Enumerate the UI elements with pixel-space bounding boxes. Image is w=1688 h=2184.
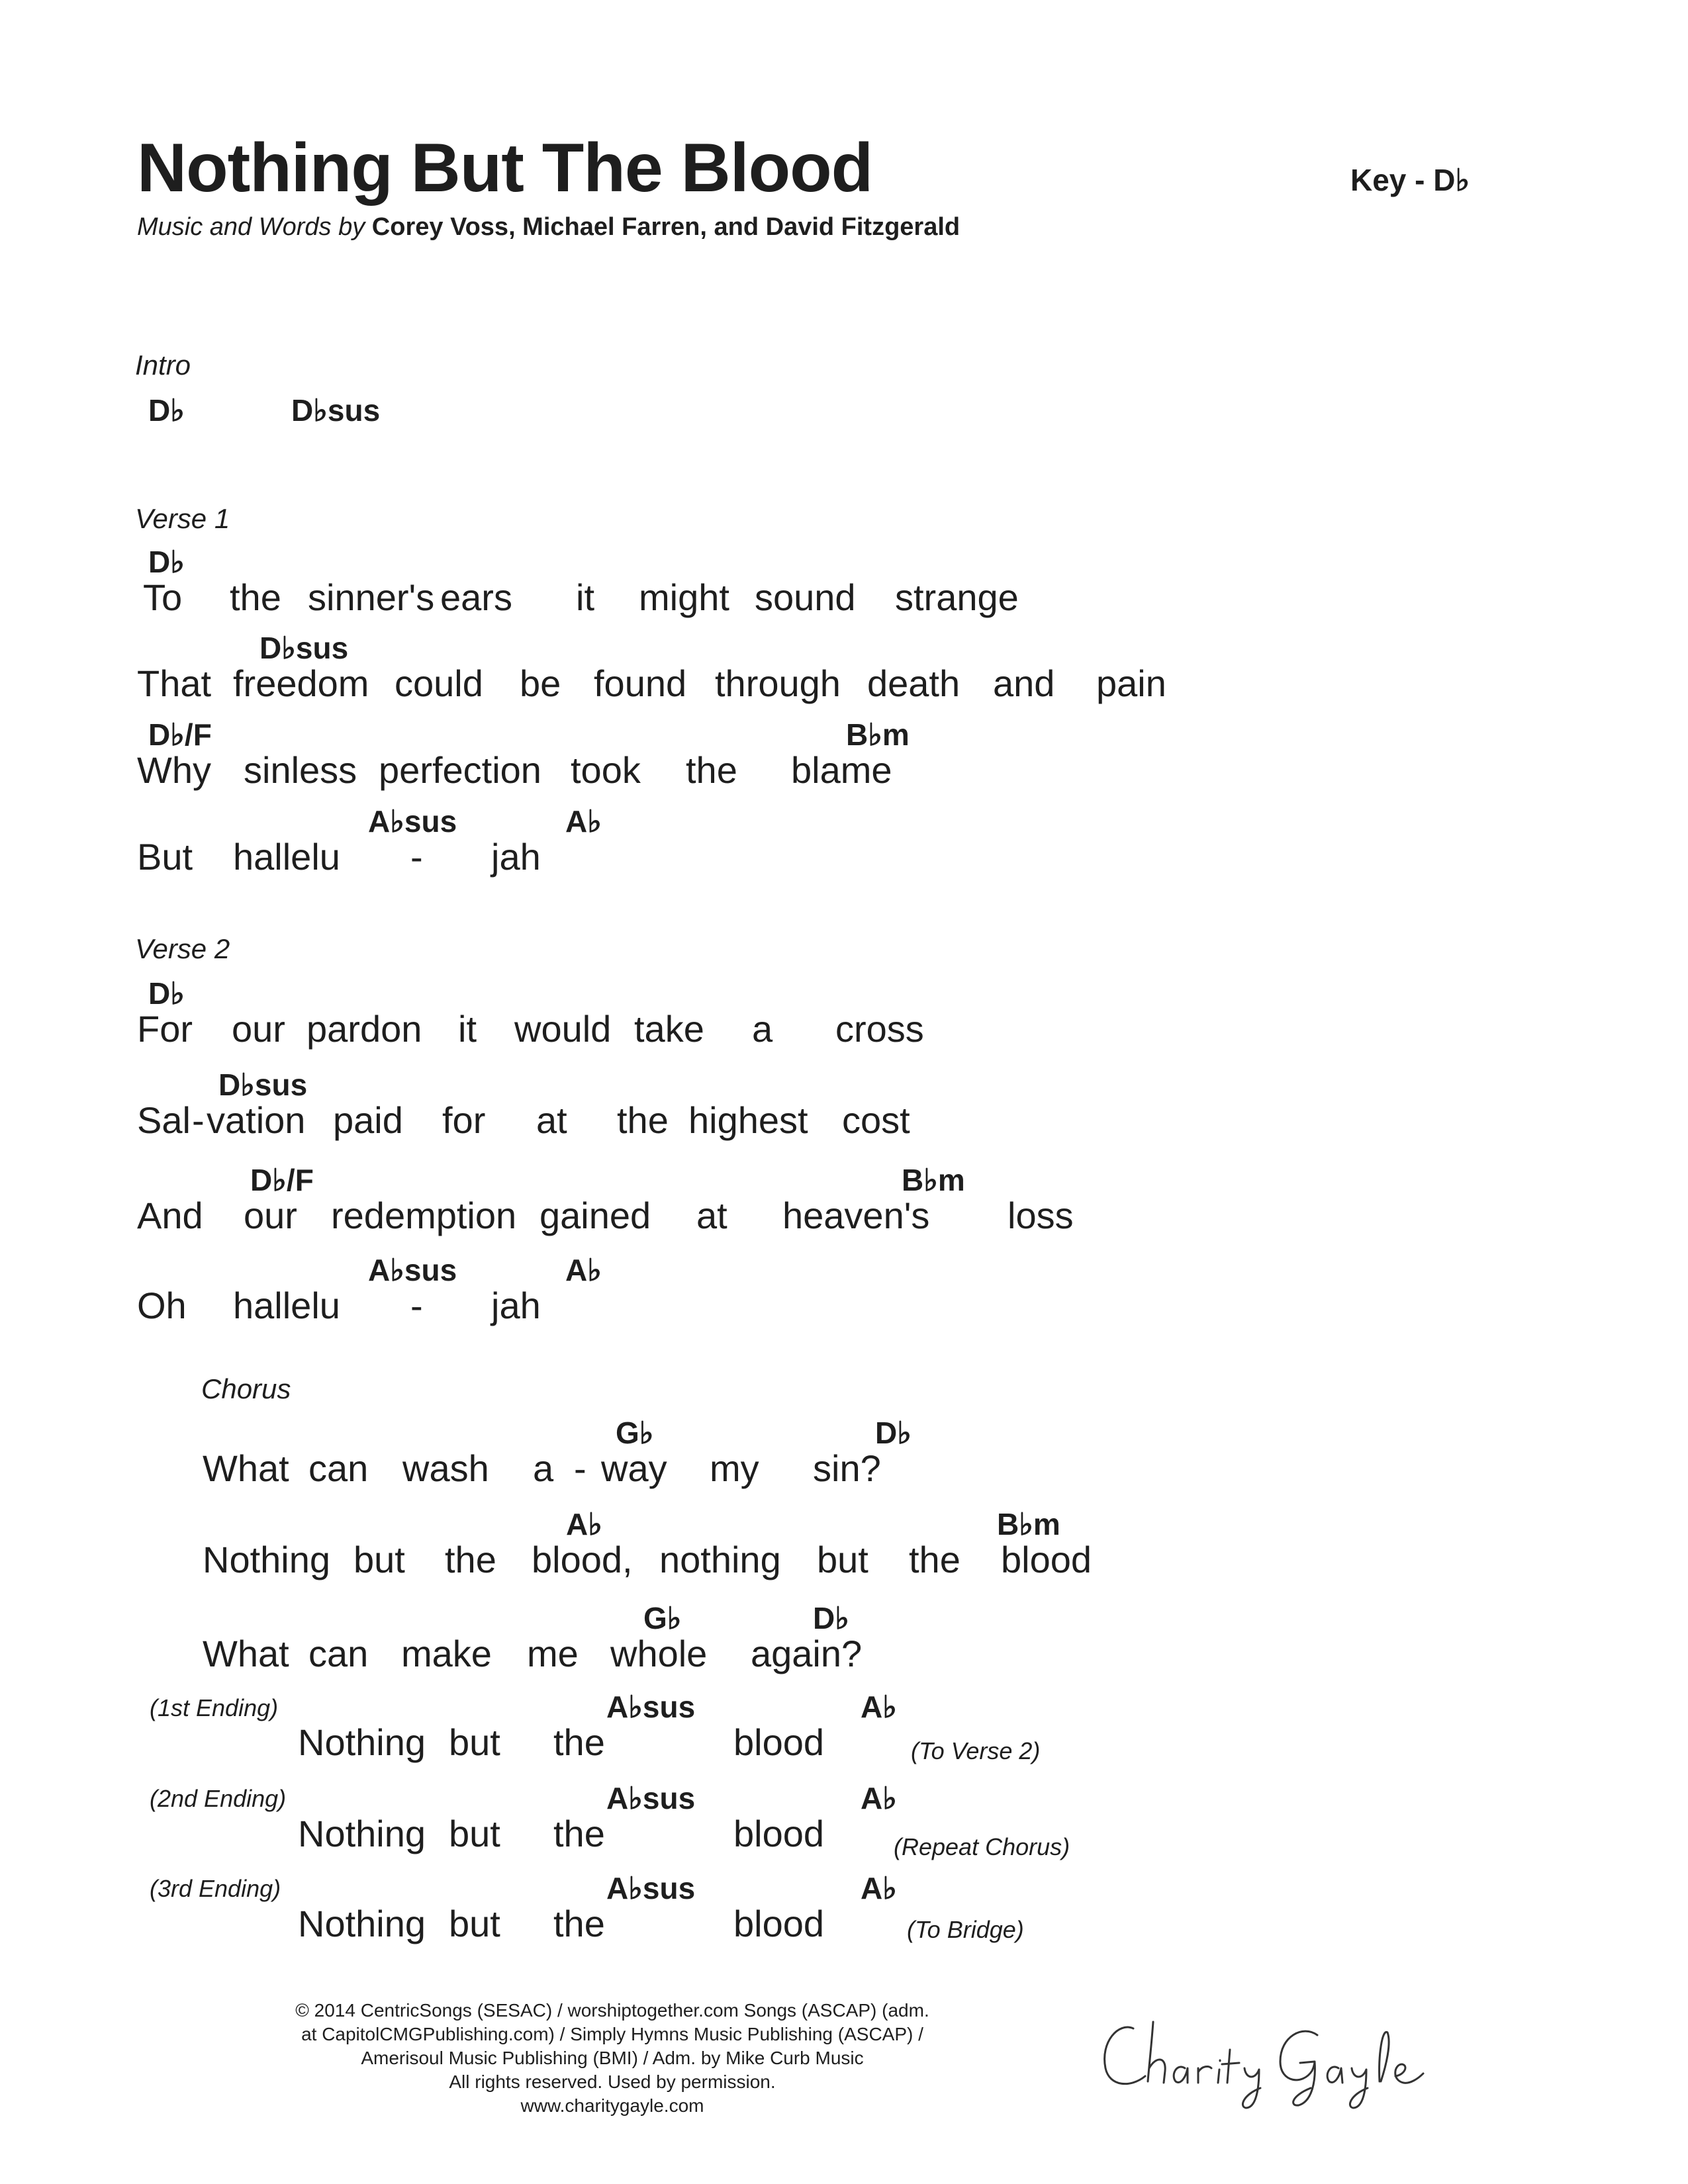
lyric-word: What bbox=[203, 1633, 289, 1674]
lyric-word: could bbox=[395, 662, 483, 704]
lyric-word: jah bbox=[491, 1285, 541, 1326]
lyric-word: hallelu bbox=[233, 1285, 340, 1326]
lyric-word: at bbox=[696, 1195, 727, 1236]
section-label-intro: Intro bbox=[135, 349, 191, 381]
lyric-word: To bbox=[143, 576, 183, 618]
website-link: www.charitygayle.com bbox=[520, 2095, 704, 2116]
chord: A♭sus bbox=[606, 1871, 696, 1905]
lyric-word: sound bbox=[755, 576, 856, 618]
lyric-word: the bbox=[553, 1721, 605, 1763]
lyric-word: and bbox=[993, 662, 1055, 704]
chord: D♭ bbox=[148, 545, 185, 579]
lyric-word: my bbox=[710, 1447, 759, 1489]
chord: B♭m bbox=[846, 717, 910, 752]
lyric-word: Nothing bbox=[298, 1721, 426, 1763]
lyric-word: But bbox=[137, 836, 193, 878]
chord: D♭sus bbox=[218, 1068, 308, 1102]
lyric-word: wash bbox=[402, 1447, 489, 1489]
lyric-word: blood bbox=[1001, 1539, 1092, 1580]
song-credits bbox=[137, 213, 960, 242]
chord: D♭ bbox=[148, 393, 185, 428]
lyric-word: heaven's bbox=[782, 1195, 930, 1236]
chord: A♭ bbox=[565, 1253, 602, 1287]
lyric-word: blame bbox=[791, 749, 892, 791]
lyric-word: our bbox=[232, 1008, 285, 1050]
lyric-word: Nothing bbox=[298, 1903, 426, 1944]
lyric-word: blood, bbox=[532, 1539, 633, 1580]
song-key: Key - D♭ bbox=[1350, 163, 1470, 197]
lyric-word: but bbox=[353, 1539, 405, 1580]
chord: A♭ bbox=[565, 804, 602, 839]
lyric-word: the bbox=[230, 576, 281, 618]
credits-prefix: Music and Words by bbox=[137, 213, 365, 241]
lyric-word: cross bbox=[835, 1008, 924, 1050]
lyric-word: Nothing bbox=[298, 1813, 426, 1854]
lyric-word: the bbox=[909, 1539, 961, 1580]
chord: D♭sus bbox=[291, 393, 381, 428]
lyric-word: redemption bbox=[331, 1195, 517, 1236]
lyric-word: the bbox=[686, 749, 737, 791]
lyric-word: it bbox=[458, 1008, 477, 1050]
lyric-word: paid bbox=[333, 1099, 403, 1141]
chord: D♭ bbox=[813, 1601, 849, 1635]
lyric-word: found bbox=[594, 662, 687, 704]
chord: A♭ bbox=[566, 1507, 602, 1541]
lyric-word: And bbox=[137, 1195, 203, 1236]
lyric-word: be bbox=[520, 662, 561, 704]
lyric-word: blood bbox=[733, 1813, 825, 1854]
ending-label: (1st Ending) bbox=[150, 1694, 279, 1721]
lyric-word: perfection bbox=[379, 749, 541, 791]
lyric-word: - bbox=[410, 836, 423, 878]
lyric-word: the bbox=[445, 1539, 496, 1580]
section-label-chorus: Chorus bbox=[201, 1373, 291, 1404]
lyric-word: but bbox=[817, 1539, 868, 1580]
lyric-word: hallelu bbox=[233, 836, 340, 878]
ending-label: (3rd Ending) bbox=[150, 1875, 281, 1902]
lyric-word: jah bbox=[491, 836, 541, 878]
lyric-word: gained bbox=[539, 1195, 651, 1236]
chord: D♭ bbox=[148, 976, 185, 1011]
lyric-word: it bbox=[576, 576, 594, 618]
lyric-word: pardon bbox=[306, 1008, 422, 1050]
chord: D♭sus bbox=[259, 631, 349, 665]
lyric-word: would bbox=[514, 1008, 612, 1050]
lyric-word: Why bbox=[137, 749, 211, 791]
chord: D♭ bbox=[875, 1416, 912, 1450]
song-title: Nothing But The Blood bbox=[137, 130, 873, 206]
chord: A♭sus bbox=[606, 1690, 696, 1724]
copyright-notice bbox=[271, 1999, 953, 2118]
lyric-word: took bbox=[571, 749, 641, 791]
chord: A♭ bbox=[861, 1781, 897, 1815]
lyric-word: cost bbox=[842, 1099, 910, 1141]
lyric-word: sinless bbox=[244, 749, 357, 791]
lyric-word: Oh bbox=[137, 1285, 187, 1326]
chord: D♭/F bbox=[250, 1163, 314, 1197]
lyric-word: through bbox=[715, 662, 841, 704]
chord: A♭sus bbox=[368, 804, 457, 839]
credits-names: Corey Voss, Michael Farren, and David Fitzgerald bbox=[371, 213, 961, 241]
lyric-word: a bbox=[752, 1008, 773, 1050]
lyric-word: That bbox=[137, 662, 212, 704]
lyric-word: loss bbox=[1008, 1195, 1074, 1236]
lyric-word: the bbox=[553, 1903, 605, 1944]
lyric-word: make bbox=[401, 1633, 492, 1674]
chord: G♭ bbox=[616, 1416, 654, 1450]
chord: B♭m bbox=[902, 1163, 965, 1197]
lyric-word: but bbox=[449, 1903, 500, 1944]
lyric-word: can bbox=[308, 1447, 369, 1489]
lyric-word: For bbox=[137, 1008, 193, 1050]
lyric-word: Sal bbox=[137, 1099, 191, 1141]
lyric-word: our bbox=[244, 1195, 297, 1236]
chord: A♭ bbox=[861, 1871, 897, 1905]
section-label-verse-2: Verse 2 bbox=[135, 933, 230, 964]
lyric-word: nothing bbox=[659, 1539, 781, 1580]
lyric-word: again? bbox=[751, 1633, 863, 1674]
lyric-word: sinner's bbox=[308, 576, 435, 618]
lyric-word: vation bbox=[207, 1099, 306, 1141]
lyric-word: way bbox=[601, 1447, 667, 1489]
lyric-word: Nothing bbox=[203, 1539, 331, 1580]
lyric-word: death bbox=[867, 662, 961, 704]
ending-label: (2nd Ending) bbox=[150, 1785, 287, 1812]
chord: D♭/F bbox=[148, 717, 212, 752]
lyric-word: might bbox=[639, 576, 729, 618]
lyric-word: but bbox=[449, 1721, 500, 1763]
lyric-word: - bbox=[574, 1447, 586, 1489]
lyric-word: - bbox=[192, 1099, 205, 1141]
lyric-word: whole bbox=[610, 1633, 708, 1674]
copyright-line: © 2014 CentricSongs (SESAC) / worshiptogether.com Songs (ASCAP) (adm. bbox=[295, 2000, 929, 2021]
lyric-word: take bbox=[634, 1008, 704, 1050]
lyric-word: can bbox=[308, 1633, 369, 1674]
lyric-word: sin? bbox=[813, 1447, 881, 1489]
lyric-word: highest bbox=[688, 1099, 808, 1141]
chord: A♭ bbox=[861, 1690, 897, 1724]
lyric-word: at bbox=[536, 1099, 567, 1141]
section-label-verse-1: Verse 1 bbox=[135, 503, 230, 534]
chord: G♭ bbox=[643, 1601, 682, 1635]
ending-note: (Repeat Chorus) bbox=[894, 1833, 1070, 1860]
lyric-word: the bbox=[553, 1813, 605, 1854]
lyric-word: for bbox=[442, 1099, 486, 1141]
chord: A♭sus bbox=[606, 1781, 696, 1815]
lyric-word: a bbox=[533, 1447, 554, 1489]
lyric-word: freedom bbox=[233, 662, 369, 704]
lyric-word: What bbox=[203, 1447, 289, 1489]
signature-logo bbox=[1092, 2002, 1470, 2115]
chord: B♭m bbox=[997, 1507, 1060, 1541]
copyright-line: Amerisoul Music Publishing (BMI) / Adm. by Mike Curb Music bbox=[361, 2048, 864, 2068]
ending-note: (To Bridge) bbox=[907, 1916, 1024, 1943]
ending-note: (To Verse 2) bbox=[911, 1737, 1041, 1764]
lyric-word: strange bbox=[895, 576, 1019, 618]
copyright-line: All rights reserved. Used by permission. bbox=[449, 2071, 776, 2092]
lyric-word: blood bbox=[733, 1903, 825, 1944]
lyric-word: but bbox=[449, 1813, 500, 1854]
lyric-word: blood bbox=[733, 1721, 825, 1763]
lyric-word: the bbox=[617, 1099, 669, 1141]
lyric-word: ears bbox=[440, 576, 512, 618]
lyric-word: me bbox=[527, 1633, 579, 1674]
copyright-line: at CapitolCMGPublishing.com) / Simply Hymns Music Publishing (ASCAP) / bbox=[301, 2024, 923, 2044]
chord: A♭sus bbox=[368, 1253, 457, 1287]
lyric-word: - bbox=[410, 1285, 423, 1326]
lyric-word: pain bbox=[1096, 662, 1166, 704]
